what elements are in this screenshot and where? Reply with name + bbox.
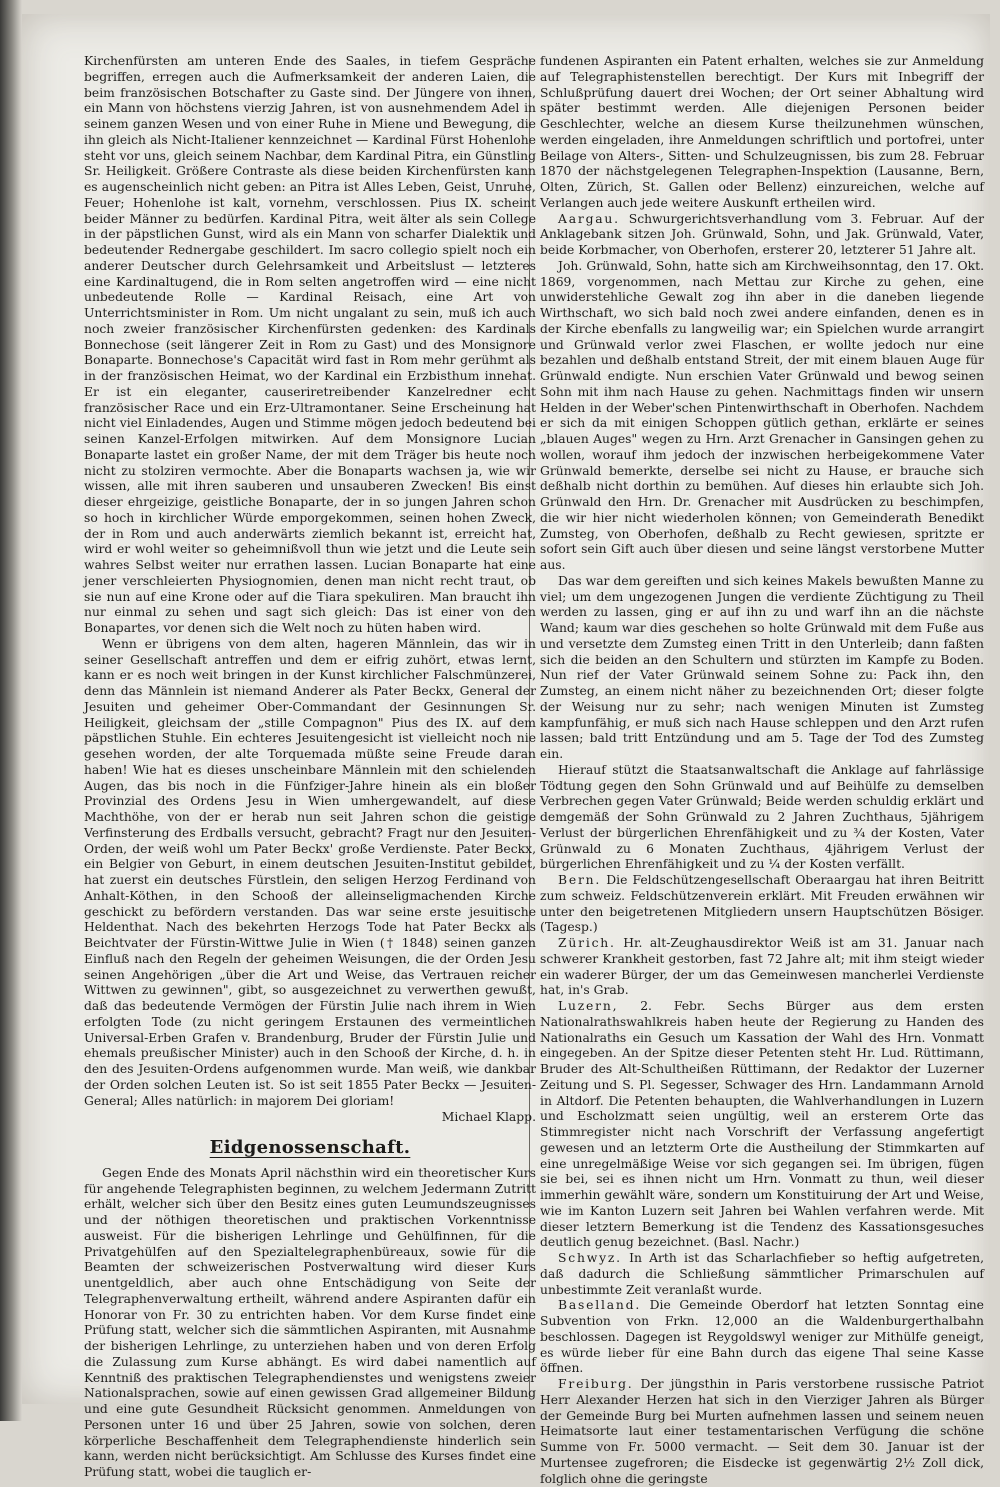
news-item xyxy=(540,1377,984,1487)
left-column xyxy=(84,54,536,1481)
news-item-text: Hierauf stützt die Staatsanwaltschaft die Anklage auf fahrlässige Tödtung gegen den Sohn Grünwald und auf Beihülfe zu demselben Verbrechen gegen Vater Grünwald; Beide werden schuldig erklärt und demgemäß der Sohn Grünwald zu 2 Jahren Zuchthaus, 5jährigem Verlust der bürgerlichen Ehrenfähigkeit und zu ¾ der Kosten, Vater Grünwald zu 6 Monaten Zuchthaus, 4jährigem Verlust der bürgerlichen Ehrenfähigkeit und zu ¼ der Kosten verfällt. xyxy=(540,762,984,872)
news-item-text: Die Gemeinde Oberdorf hat letzten Sonntag eine Subvention von Frkn. 12,000 an die Waldenburgerthalbahn beschlossen. Dagegen ist Reygoldswyl weniger zur Mithülfe geneigt, es würde lieber für eine Bahn durch das eigene Thal seine Kasse öffnen. xyxy=(540,1298,984,1376)
news-item xyxy=(540,259,984,574)
news-item-text: 2. Febr. Sechs Bürger aus dem ersten Nationalrathswahlkreis haben heute der Regierung zu Handen des Nationalraths ein Gesuch um Kassation der Wahl des Hrn. Vonmatt eingegeben. An der Spitze dieser Petenten steht Hr. Lud. Rüttimann, Bruder des Alt-Schultheißen Rüttimann, der Redaktor der Luzerner Zeitung und S. Pl. Segesser, Schwager des Hrn. Landammann Arnold in Altdorf. Die Petenten behaupten, die Wahlverhandlungen in Luzern und Escholzmatt seien ungültig, weil an ersterem Orte das Stimmregister nicht nach Vorschrift der Verfassung angefertigt gewesen und an letzterm Orte die Austheilung der Stimmkarten auf eine unregelmäßige Weise vor sich gegangen sei. Im übrigen, fügen sie bei, sei es ihnen nicht um Hrn. Vonmatt zu thun, weil dieser immerhin gewählt wäre, sondern um Konstituirung der Art und Weise, wie im Kanton Luzern seit Jahren bei Wahlen verfahren werde. Mit dieser letztern Bemerkung ist die Tendenz des Kassationsgesuches deutlich genug bezeichnet. (Basl. Nachr.) xyxy=(540,999,984,1250)
news-item-place: Freiburg. xyxy=(558,1377,634,1391)
right-column xyxy=(540,54,984,1487)
news-item-place: Schwyz. xyxy=(558,1251,622,1265)
article-paragraph: Kirchenfürsten am unteren Ende des Saales, in tiefem Gespräche begriffen, erregen auch die Aufmerksamkeit der anderen Laien, die beim französischen Botschafter zu Gaste sind. Der Jüngere von ihnen, ein Mann von höchstens vierzig Jahren, ist von ausnehmendem Adel in seinem ganzen Wesen und von einer Ruhe in Miene und Bewegung, die ihn gleich als Nicht-Italiener kennzeichnet — Kardinal Fürst Hohenlohe steht vor uns, gleich seinem Nachbar, dem Kardinal Pitra, ein Günstling Sr. Heiligkeit. Größere Contraste als diese beiden Kirchenfürsten kann es augenscheinlich nicht geben: an Pitra ist Alles Leben, Geist, Unruhe, Feuer; Hohenlohe ist kalt, vornehm, verschlossen. Pius IX. scheint beider Männer zu bedürfen. Kardinal Pitra, weit älter als sein College in der päpstlichen Gunst, wird als ein Mann von scharfer Dialektik und bedeutender Rednergabe geschildert. Im sacro collegio spielt noch ein anderer Deutscher durch Gelehrsamkeit und Arbeitslust — letzteres eine Kardinaltugend, die in Rom selten angetroffen wird — eine nicht unbedeutende Rolle — Kardinal Reisach, eine Art von Unterrichtsminister in Rom. Um nicht ungalant zu sein, muß ich auch noch zweier französischer Kirchenfürsten gedenken: des Kardinals Bonnechose (seit längerer Zeit in Rom zu Gast) und des Monsignore Bonaparte. Bonnechose's Capacität wird fast in Rom mehr gerühmt als in der französischen Heimat, wo der Kardinal ein Erzbisthum innehat. Er ist ein eleganter, causeriretreibender Kanzelredner echt französischer Race und ein Erz-Ultramontaner. Seine Erscheinung hat nicht viel Einladendes, Augen und Stimme mögen jedoch bedeutend bei seinen Kanzel-Erfolgen mitwirken. Auf dem Monsignore Lucian Bonaparte lastet ein großer Name, der mit dem Träger bis heute noch nicht zu stolziren vermochte. Aber die Bonaparts wachsen ja, wie wir wissen, alle mit ihren sauberen und unsauberen Zwecken! Bis einst dieser ehrgeizige, geistliche Bonaparte, der in so jungen Jahren schon so hoch in kirchlicher Würde emporgekommen, seinen hohen Zweck, der in Rom und auch anderwärts ziemlich bekannt ist, erreicht hat, wird er wohl weiter so geheimnißvoll thun wie jetzt und die Leute sein wahres Selbst weiter nur errathen lassen. Lucian Bonaparte hat eine jener verschleierten Physiognomien, denen man nicht recht traut, ob sie nun auf eine Krone oder auf die Tiara spekuliren. Man braucht ihn nur einmal zu sehen und sagt sich gleich: Das ist einer von den Bonapartes, vor denen sich die Welt noch zu hüten haben wird. xyxy=(84,54,536,635)
newspaper-page xyxy=(22,14,990,1486)
news-item xyxy=(540,763,984,873)
news-item-text: Der jüngsthin in Paris verstorbene russische Patriot Herr Alexander Herzen hat sich in den Vierziger Jahren als Bürger der Gemeinde Burg bei Murten aufnehmen lassen und seinem neuen Heimatsorte laut einer testamentarischen Verfügung die schöne Summe von Fr. 5000 vermacht. — Seit dem 30. Januar ist der Murtensee zugefroren; die Eisdecke ist gegenwärtig 2½ Zoll dick, folglich ohne die geringste xyxy=(540,1377,984,1486)
news-item xyxy=(540,999,984,1251)
scan-edge xyxy=(0,0,22,1421)
news-item-text: Die Feldschützengesellschaft Oberaargau hat ihren Beitritt zum schweiz. Feldschützenverein erklärt. Mit Freuden erwähnen wir unter den beigetretenen Mitgliedern unsern Hauptschützen Bösiger. (Tagesp.) xyxy=(540,873,984,935)
news-item-place: Luzern, xyxy=(558,999,619,1013)
continued-paragraph: fundenen Aspiranten ein Patent erhalten, welches sie zur Anmeldung auf Telegraphistenstellen berechtigt. Der Kurs mit Inbegriff der Schlußprüfung dauert drei Wochen; der Ort seiner Abhaltung wird später bestimmt werden. Alle diejenigen Personen beider Geschlechter, welche an diesem Kurse theilzunehmen wünschen, werden eingeladen, ihre Anmeldungen schriftlich und portofrei, unter Beilage von Alters-, Sitten- und Schulzeugnissen, bis zum 28. Februar 1870 der nächstgelegenen Telegraphen-Inspektion (Lausanne, Bern, Olten, Zürich, St. Gallen oder Bellenz) einzureichen, welche auf Verlangen auch jede weitere Auskunft ertheilen wird. xyxy=(540,54,984,210)
news-item xyxy=(540,873,984,936)
section-paragraph: Gegen Ende des Monats April nächsthin wird ein theoretischer Kurs für angehende Telegraphisten beginnen, zu welchem Jedermann Zutritt erhält, welcher sich über den Besitz eines guten Leumundszeugnisses und der nöthigen theoretischen und praktischen Vorkenntnisse ausweist. Für die bisherigen Lehrlinge und Gehülfinnen, für die Privatgehülfen auf den Spezialtelegraphenbüreaux, sowie für die Beamten der schweizerischen Postverwaltung wird dieser Kurs unentgeldlich, aber auch ohne Entschädigung von Seite der Telegraphenverwaltung ertheilt, während andere Aspiranten dafür ein Honorar von Fr. 30 zu entrichten haben. Vor dem Kurse findet eine Prüfung statt, welcher sich die sämmtlichen Aspiranten, mit Ausnahme der bisherigen Lehrlinge, zu unterziehen haben und von deren Erfolg die Zulassung zum Kurse abhängt. Es wird dabei namentlich auf Kenntniß des praktischen Telegraphendienstes und wenigstens zweier Nationalsprachen, sowie auf einen gewissen Grad allgemeiner Bildung und eine gute Gesundheit Rücksicht genommen. Anmeldungen von Personen unter 16 und über 25 Jahren, sowie von solchen, deren körperliche Beschaffenheit dem Telegraphendienste hinderlich sein kann, werden nicht berücksichtigt. Am Schlusse des Kurses findet eine Prüfung statt, wobei die tauglich er- xyxy=(84,1165,536,1479)
news-item-place: Bern. xyxy=(558,873,602,887)
section-heading: Eidgenossenschaft. xyxy=(209,1137,411,1158)
news-item-text: Joh. Grünwald, Sohn, hatte sich am Kirchweihsonntag, den 17. Okt. 1869, vorgenommen, nach Mettau zur Kirche zu gehen, eine unwiderstehliche Gewalt zog ihn aber in die daneben liegende Wirthschaft, wo sich bald noch zwei andere einfanden, denen es in der Kirche ebenfalls zu langweilig war; ein Spielchen wurde arrangirt und Grünwald verlor zwei Flaschen, er wollte jedoch nur eine bezahlen und deßhalb entstand Streit, der mit einem blauen Auge für Grünwald endigte. Nun erschien Vater Grünwald und bewog seinen Sohn mit ihm nach Hause zu gehen. Nachmittags finden wir unsern Helden in der Weber'schen Pintenwirthschaft in Oberhofen. Nachdem er sich da mit einigen Schoppen gütlich gethan, erklärte er seines „blauen Auges" wegen zu Hrn. Arzt Grenacher in Gansingen gehen zu wollen, worauf ihm jedoch der inzwischen herbeigekommene Vater Grünwald bemerkte, derselbe sei nicht zu Hause, er brauche sich deßhalb nicht dorthin zu bemühen. Auf dieses hin erlaubte sich Joh. Grünwald den Hrn. Dr. Grenacher mit Ausdrücken zu beschimpfen, die wir hier nicht wiederholen können; von Gemeinderath Benedikt Zumsteg, von Oberhofen, deßhalb zu Recht gewiesen, spritzte er sofort sein Gift auch über diesen und seine längst verstorbene Mutter aus. xyxy=(540,258,984,572)
news-item-text: Schwurgerichtsverhandlung vom 3. Februar. Auf der Anklagebank sitzen Joh. Grünwald, Sohn, und Jak. Grünwald, Vater, beide Korbmacher, von Oberhofen, ersterer 20, letzterer 51 Jahre alt. xyxy=(540,211,984,257)
article-paragraph: Wenn er übrigens von dem alten, hageren Männlein, das wir in seiner Gesellschaft antreffen und dem er eifrig zuhört, etwas lernt, kann er es noch weit bringen in der Kunst kirchlicher Falschmünzerei, denn das Männlein ist niemand Anderer als Pater Beckx, General der Jesuiten und geheimer Ober-Commandant der Gesinnungen Sr. Heiligkeit, gleichsam der „stille Compagnon" Pius des IX. auf dem päpstlichen Stuhle. Ein echteres Jesuitengesicht ist vielleicht noch nie gesehen worden, der alte Torquemada müßte seine Freude daran haben! Wie hat es dieses unscheinbare Männlein mit den schielenden Augen, das bis noch in die Fünfziger-Jahre hinein als ein bloßer Provinzial des Ordens Jesu in Wien umhergewandelt, auf diese Machthöhe, von der er herab nun seit Jahren schon die geistige Verfinsterung des Erdballs versucht, gebracht? Fragt nur den Jesuiten-Orden, der weiß wohl um Pater Beckx' große Verdienste. Pater Beckx, ein Belgier von Geburt, in einem deutschen Jesuiten-Institut gebildet, hat zuerst ein deutsches Fürstlein, den seligen Herzog Ferdinand von Anhalt-Köthen, in den Schooß der alleinseligmachenden Kirche geschickt zu befördern verstanden. Das war seine erste jesuitische Heldenthat. Nach des bekehrten Herzogs Tode hat Pater Beckx als Beichtvater der Fürstin-Wittwe Julie in Wien († 1848) seinen ganzen Einfluß nach den Regeln der geheimen Weisungen, die der Orden Jesu seinen Angehörigen „über die Art und Weise, das Vertrauen reicher Wittwen zu gewinnen", gibt, so ausgezeichnet zu verwerthen gewußt, daß das bedeutende Vermögen der Fürstin Julie nach ihrem in Wien erfolgten Tode (zu nicht geringem Erstaunen des vermeintlichen Universal-Erben Grafen v. Brandenburg, Bruder der Fürstin Julie und ehemals preußischer Minister) auch in den Schooß der Kirche, d. h. in den des Jesuiten-Ordens aufgenommen wurde. Man weiß, wie dankbar der Orden solchen Leuten ist. So ist seit 1855 Pater Beckx — Jesuiten-General; Alles natürlich: in majorem Dei gloriam! xyxy=(84,636,536,1108)
news-item-text: Hr. alt-Zeughausdirektor Weiß ist am 31. Januar nach schwerer Krankheit gestorben, fast 72 Jahre alt; mit ihm steigt wieder ein waderer Bürger, der um das Gemeinwesen mancherlei Verdienste hat, in's Grab. xyxy=(540,936,984,998)
news-item-place: Baselland. xyxy=(558,1298,642,1313)
news-item xyxy=(540,212,984,259)
news-item xyxy=(540,1298,984,1377)
news-item-text: In Arth ist das Scharlachfieber so heftig aufgetreten, daß dadurch die Schließung sämmtlicher Primarschulen auf unbestimmte Zeit veranlaßt wurde. xyxy=(540,1251,984,1297)
news-item xyxy=(540,1251,984,1298)
article-signature: Michael Klapp. xyxy=(441,1110,536,1125)
news-item-text: Das war dem gereiften und sich keines Makels bewußten Manne zu viel; um dem ungezogenen Jungen die verdiente Züchtigung zu Theil werden zu lassen, ging er auf ihn zu und warf ihn an die nächste Wand; kaum war dies geschehen so holte Grünwald mit dem Fuße aus und versetzte dem Zumsteg einen Tritt in den Unterleib; dann faßten sich die beiden an den Schultern und stürzten im Kampfe zu Boden. Nun rief der Vater Grünwald seinem Sohne zu: Pack ihn, den Zumsteg, an einem nicht näher zu bezeichnenden Ort; dieser folgte der Weisung nur zu sehr; nach wenigen Minuten ist Zumsteg kampfunfähig, er muß sich nach Hause schleppen und den Arzt rufen lassen; bald tritt Entzündung und am 5. Tage der Tod des Zumsteg ein. xyxy=(540,573,984,761)
news-item xyxy=(540,936,984,999)
news-item xyxy=(540,574,984,763)
news-item-place: Zürich. xyxy=(558,936,616,950)
news-item-place: Aargau. xyxy=(558,211,620,226)
